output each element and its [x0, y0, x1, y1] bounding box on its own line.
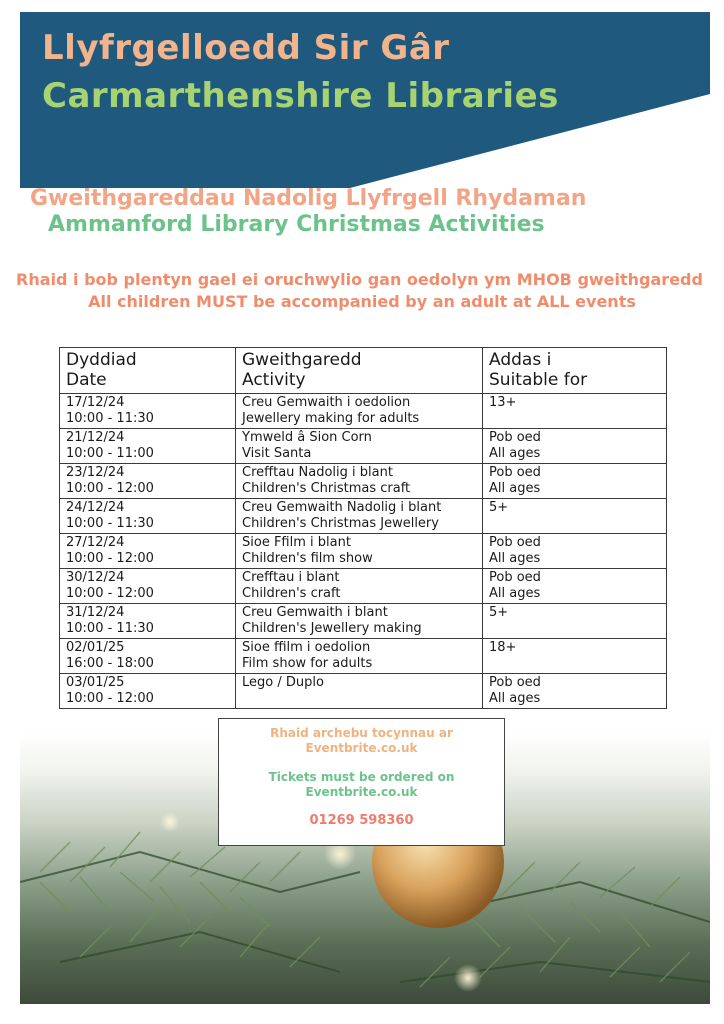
notice-welsh: Rhaid i bob plentyn gael ei oruchwylio gan oedolyn ym MHOB gweithgaredd — [16, 270, 703, 289]
table-row — [60, 639, 667, 674]
ticket-text-welsh: Rhaid archebu tocynnau ar — [270, 726, 453, 740]
cell-activity: Sioe ffilm i oedolion Film show for adults — [236, 639, 483, 674]
ticket-info-box — [218, 718, 505, 846]
table-row — [60, 464, 667, 499]
cell-activity: Creu Gemwaith i blant Children's Jewellery making — [236, 604, 483, 639]
table-row — [60, 569, 667, 604]
cell-date: 31/12/24 10:00 - 11:30 — [60, 604, 236, 639]
cell-suitable: 5+ — [483, 604, 667, 639]
cell-activity: Lego / Duplo — [236, 674, 483, 709]
table-header-row — [60, 348, 667, 394]
cell-date: 27/12/24 10:00 - 12:00 — [60, 534, 236, 569]
cell-activity: Ymweld â Sion Corn Visit Santa — [236, 429, 483, 464]
cell-suitable: 5+ — [483, 499, 667, 534]
table-row — [60, 604, 667, 639]
cell-activity: Crefftau Nadolig i blant Children's Christmas craft — [236, 464, 483, 499]
cell-date: 17/12/24 10:00 - 11:30 — [60, 394, 236, 429]
cell-date: 24/12/24 10:00 - 11:30 — [60, 499, 236, 534]
subtitle-english: Ammanford Library Christmas Activities — [48, 212, 545, 237]
title-welsh: Llyfrgelloedd Sir Gâr — [42, 28, 450, 68]
ticket-text-english: Tickets must be ordered on — [268, 770, 455, 784]
table-row — [60, 429, 667, 464]
cell-date: 21/12/24 10:00 - 11:00 — [60, 429, 236, 464]
cell-date: 30/12/24 10:00 - 12:00 — [60, 569, 236, 604]
cell-suitable: Pob oed All ages — [483, 674, 667, 709]
eventbrite-link-english[interactable]: Eventbrite.co.uk — [305, 785, 418, 799]
cell-suitable: 13+ — [483, 394, 667, 429]
title-english: Carmarthenshire Libraries — [42, 76, 559, 116]
header-suitable: Addas i Suitable for — [483, 348, 667, 394]
cell-activity: Sioe Ffilm i blant Children's film show — [236, 534, 483, 569]
cell-suitable: Pob oed All ages — [483, 464, 667, 499]
cell-suitable: Pob oed All ages — [483, 534, 667, 569]
cell-activity: Creu Gemwaith Nadolig i blant Children's Christmas Jewellery — [236, 499, 483, 534]
cell-date: 02/01/25 16:00 - 18:00 — [60, 639, 236, 674]
cell-activity: Crefftau i blant Children's craft — [236, 569, 483, 604]
phone-number: 01269 598360 — [309, 813, 414, 828]
cell-date: 03/01/25 10:00 - 12:00 — [60, 674, 236, 709]
events-table — [59, 347, 667, 709]
cell-date: 23/12/24 10:00 - 12:00 — [60, 464, 236, 499]
table-row — [60, 674, 667, 709]
table-row — [60, 499, 667, 534]
notice-english: All children MUST be accompanied by an adult at ALL events — [88, 292, 636, 311]
cell-activity: Creu Gemwaith i oedolion Jewellery making for adults — [236, 394, 483, 429]
cell-suitable: Pob oed All ages — [483, 569, 667, 604]
eventbrite-link-welsh[interactable]: Eventbrite.co.uk — [305, 741, 418, 755]
subtitle-welsh: Gweithgareddau Nadolig Llyfrgell Rhydaman — [30, 186, 587, 211]
cell-suitable: 18+ — [483, 639, 667, 674]
table-row — [60, 394, 667, 429]
table-row — [60, 534, 667, 569]
header-activity: Gweithgaredd Activity — [236, 348, 483, 394]
cell-suitable: Pob oed All ages — [483, 429, 667, 464]
header-date: Dyddiad Date — [60, 348, 236, 394]
